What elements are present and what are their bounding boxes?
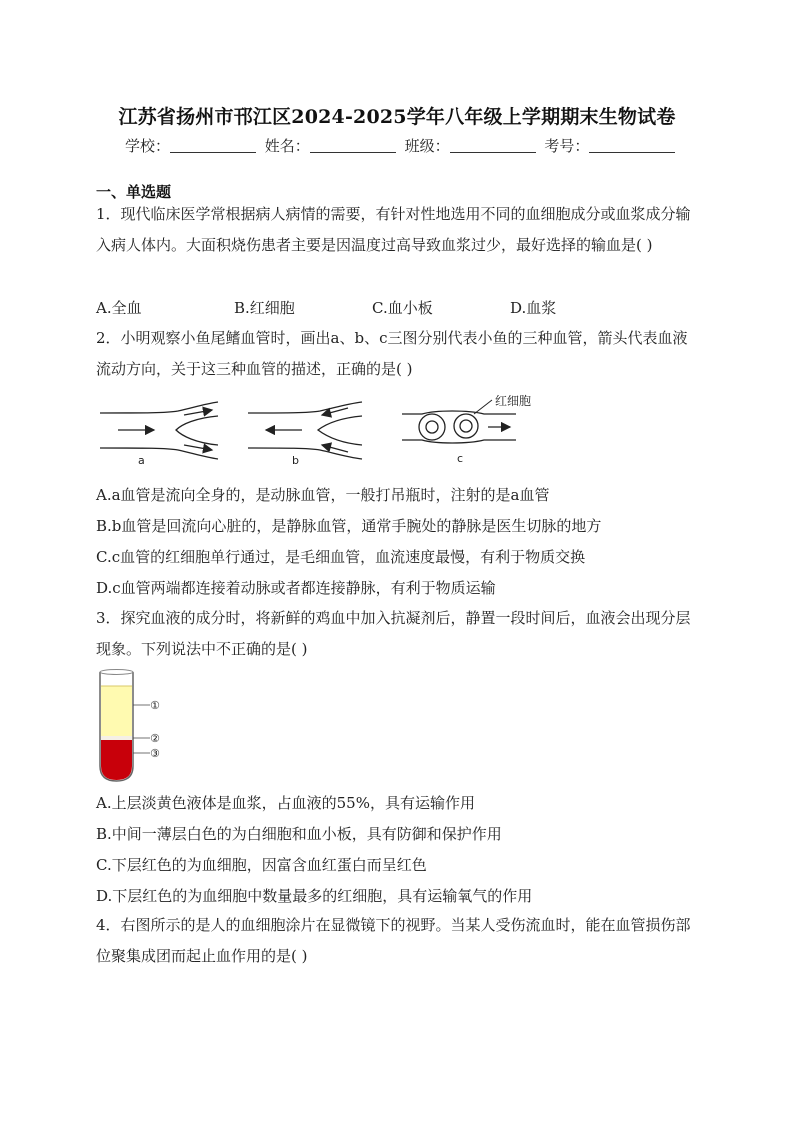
- layer-1-label: ①: [150, 699, 160, 712]
- q3-option-a[interactable]: A.上层淡黄色液体是血浆，占血液的55%，具有运输作用: [96, 794, 475, 812]
- class-blank[interactable]: [450, 138, 536, 153]
- question-3-text: 3．探究血液的成分时，将新鲜的鸡血中加入抗凝剂后，静置一段时间后，血液会出现分层现象。下列说法中不正确的是( ): [96, 609, 691, 658]
- number-label: 考号：: [544, 137, 590, 155]
- section-heading: 一、单选题: [96, 183, 172, 201]
- q1-option-c[interactable]: C.血小板: [372, 299, 433, 317]
- test-tube-figure: [96, 668, 176, 784]
- school-blank[interactable]: [170, 138, 256, 153]
- name-blank[interactable]: [310, 138, 396, 153]
- school-label: 学校：: [125, 137, 171, 155]
- q1-option-d[interactable]: D.血浆: [510, 299, 557, 317]
- label-c: c: [457, 452, 464, 465]
- label-b: b: [292, 454, 299, 467]
- layer-2-label: ②: [150, 732, 160, 745]
- vessel-a: [100, 402, 218, 459]
- test-tube: [100, 670, 133, 782]
- q1-option-a[interactable]: A.全血: [96, 299, 142, 317]
- question-2-text: 2．小明观察小鱼尾鳍血管时，画出a、b、c三图分别代表小鱼的三种血管，箭头代表血液流动方向，关于这三种血管的描述，正确的是( ): [96, 329, 688, 378]
- number-blank[interactable]: [589, 138, 675, 153]
- student-info-line: [125, 135, 679, 156]
- q2-option-a[interactable]: A.a血管是流向全身的，是动脉血管，一般打吊瓶时，注射的是a血管: [96, 486, 550, 504]
- q3-option-b[interactable]: B.中间一薄层白色的为白细胞和血小板，具有防御和保护作用: [96, 825, 502, 843]
- page-title: 江苏省扬州市邗江区2024-2025学年八年级上学期期末生物试卷: [118, 106, 676, 128]
- q2-option-d[interactable]: D.c血管两端都连接着动脉或者都连接静脉，有利于物质运输: [96, 579, 496, 597]
- q3-option-c[interactable]: C.下层红色的为血细胞，因富含血红蛋白而呈红色: [96, 856, 427, 874]
- name-label: 姓名：: [264, 137, 310, 155]
- vessel-b: [248, 402, 362, 459]
- blood-vessel-figure: [96, 388, 556, 470]
- q2-option-c[interactable]: C.c血管的红细胞单行通过，是毛细血管，血流速度最慢，有利于物质交换: [96, 548, 586, 566]
- red-blood-cell-label: 红细胞: [495, 394, 532, 408]
- label-a: a: [138, 454, 145, 467]
- question-4-text: 4．右图所示的是人的血细胞涂片在显微镜下的视野。当某人受伤流血时，能在血管损伤部位聚集成团而起止血作用的是( ): [96, 916, 691, 965]
- q1-option-b[interactable]: B.红细胞: [234, 299, 295, 317]
- class-label: 班级：: [404, 137, 450, 155]
- layer-3-label: ③: [150, 747, 160, 760]
- q3-option-d[interactable]: D.下层红色的为血细胞中数量最多的红细胞，具有运输氧气的作用: [96, 887, 533, 905]
- question-1-text: 1．现代临床医学常根据病人病情的需要，有针对性地选用不同的血细胞成分或血浆成分输入病人体内。大面积烧伤患者主要是因温度过高导致血浆过少，最好选择的输血是( ): [96, 205, 691, 254]
- q2-option-b[interactable]: B.b血管是回流向心脏的，是静脉血管，通常手腕处的静脉是医生切脉的地方: [96, 517, 602, 535]
